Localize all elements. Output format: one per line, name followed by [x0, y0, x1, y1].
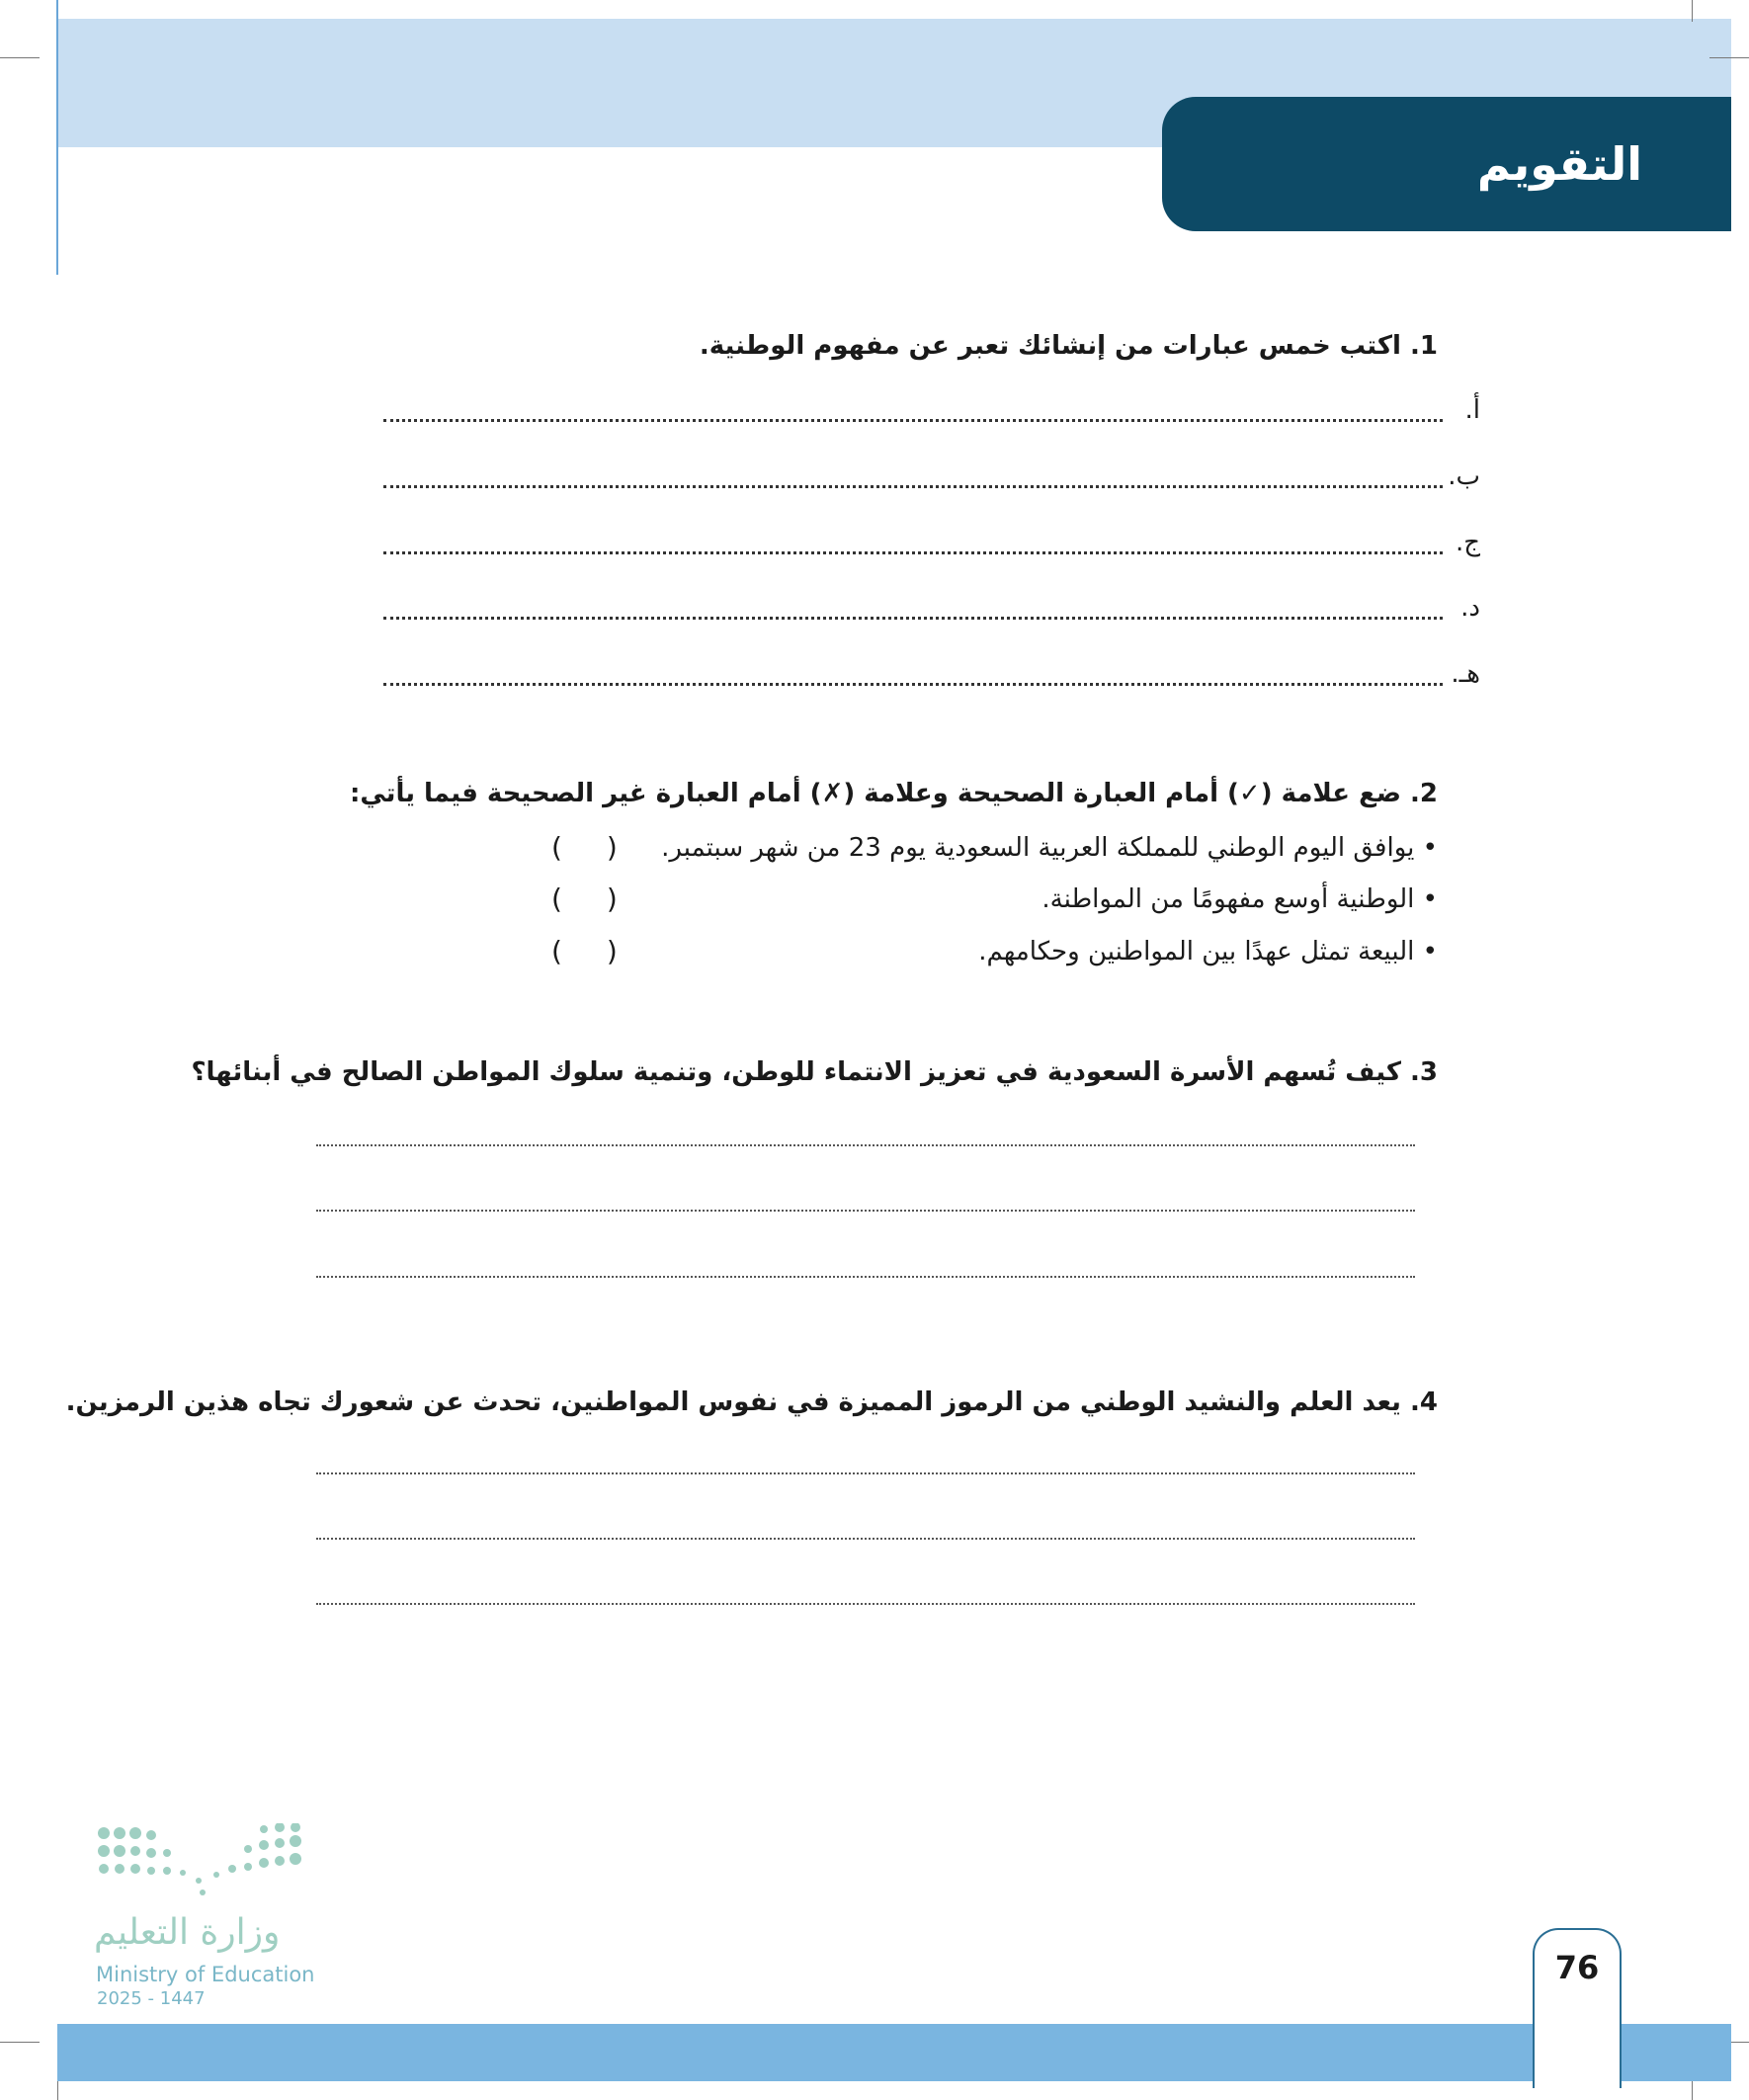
answer-line-a[interactable]: [383, 419, 1443, 422]
question-4: [66, 1387, 1438, 1417]
answer-label-b: ب.: [1448, 462, 1480, 491]
crop-mark: [0, 2042, 40, 2043]
question-3-number: 3.: [1410, 1057, 1438, 1087]
answer-line-3-1[interactable]: [316, 1144, 1415, 1146]
answer-line-3-2[interactable]: [316, 1210, 1415, 1212]
question-4-text: يعد العلم والنشيد الوطني من الرموز المميزة في نفوس المواطنين، تحدث عن شعورك تجاه هذين الرمزين.: [65, 1387, 1401, 1417]
statement-1: • يوافق اليوم الوطني للمملكة العربية السعودية يوم 23 من شهر سبتمبر.: [661, 833, 1438, 863]
answer-label-e: هـ.: [1451, 659, 1480, 689]
answer-line-4-2[interactable]: [316, 1538, 1415, 1540]
ministry-name-arabic: وزارة التعليم: [94, 1912, 281, 1953]
crop-mark: [1692, 0, 1693, 22]
answer-line-e[interactable]: [383, 683, 1443, 686]
answer-line-c[interactable]: [383, 551, 1443, 554]
question-2: [350, 779, 1438, 808]
answer-label-c: ج.: [1455, 528, 1480, 557]
statement-2-text: الوطنية أوسع مفهومًا من المواطنة.: [1041, 884, 1415, 914]
statement-1-text: يوافق اليوم الوطني للمملكة العربية السعودية يوم 23 من شهر سبتمبر.: [661, 833, 1415, 863]
answer-line-4-1[interactable]: [316, 1472, 1415, 1474]
statement-2: • الوطنية أوسع مفهومًا من المواطنة.: [1041, 884, 1438, 914]
answer-box-2[interactable]: ( ): [551, 882, 635, 915]
crop-mark: [1709, 57, 1749, 58]
question-2-number: 2.: [1410, 779, 1438, 808]
page-number: 76: [1554, 1949, 1600, 1986]
crop-mark: [1692, 2080, 1693, 2100]
answer-label-a: أ.: [1464, 395, 1480, 425]
answer-box-1[interactable]: ( ): [551, 831, 635, 864]
question-3-text: كيف تُسهم الأسرة السعودية في تعزيز الانتماء للوطن، وتنمية سلوك المواطن الصالح في أبنائها؟: [191, 1057, 1401, 1087]
question-4-number: 4.: [1410, 1387, 1438, 1417]
answer-label-d: د.: [1460, 593, 1480, 623]
ministry-year: 2025 - 1447: [97, 1988, 206, 2009]
question-1: [700, 331, 1438, 361]
left-margin-rule: [56, 0, 58, 275]
crop-mark: [0, 57, 40, 58]
ministry-name-english: Ministry of Education: [96, 1963, 315, 1986]
answer-line-4-3[interactable]: [316, 1603, 1415, 1605]
answer-line-d[interactable]: [383, 617, 1443, 620]
page-title: التقويم: [1476, 137, 1642, 191]
crop-mark: [57, 2080, 58, 2100]
bottom-band: [57, 2024, 1731, 2081]
question-1-text: اكتب خمس عبارات من إنشائك تعبر عن مفهوم الوطنية.: [699, 331, 1401, 361]
question-2-text: ضع علامة (✓) أمام العبارة الصحيحة وعلامة (✗) أمام العبارة غير الصحيحة فيما يأتي:: [349, 779, 1401, 808]
statement-3-text: البيعة تمثل عهدًا بين المواطنين وحكامهم.: [978, 937, 1415, 966]
answer-line-3-3[interactable]: [316, 1276, 1415, 1278]
question-3: [191, 1057, 1438, 1087]
statement-3: • البيعة تمثل عهدًا بين المواطنين وحكامهم.: [978, 937, 1438, 966]
ministry-logo-icon: [94, 1823, 311, 1902]
answer-line-b[interactable]: [383, 485, 1443, 488]
question-1-number: 1.: [1410, 331, 1438, 361]
answer-box-3[interactable]: ( ): [551, 935, 635, 967]
